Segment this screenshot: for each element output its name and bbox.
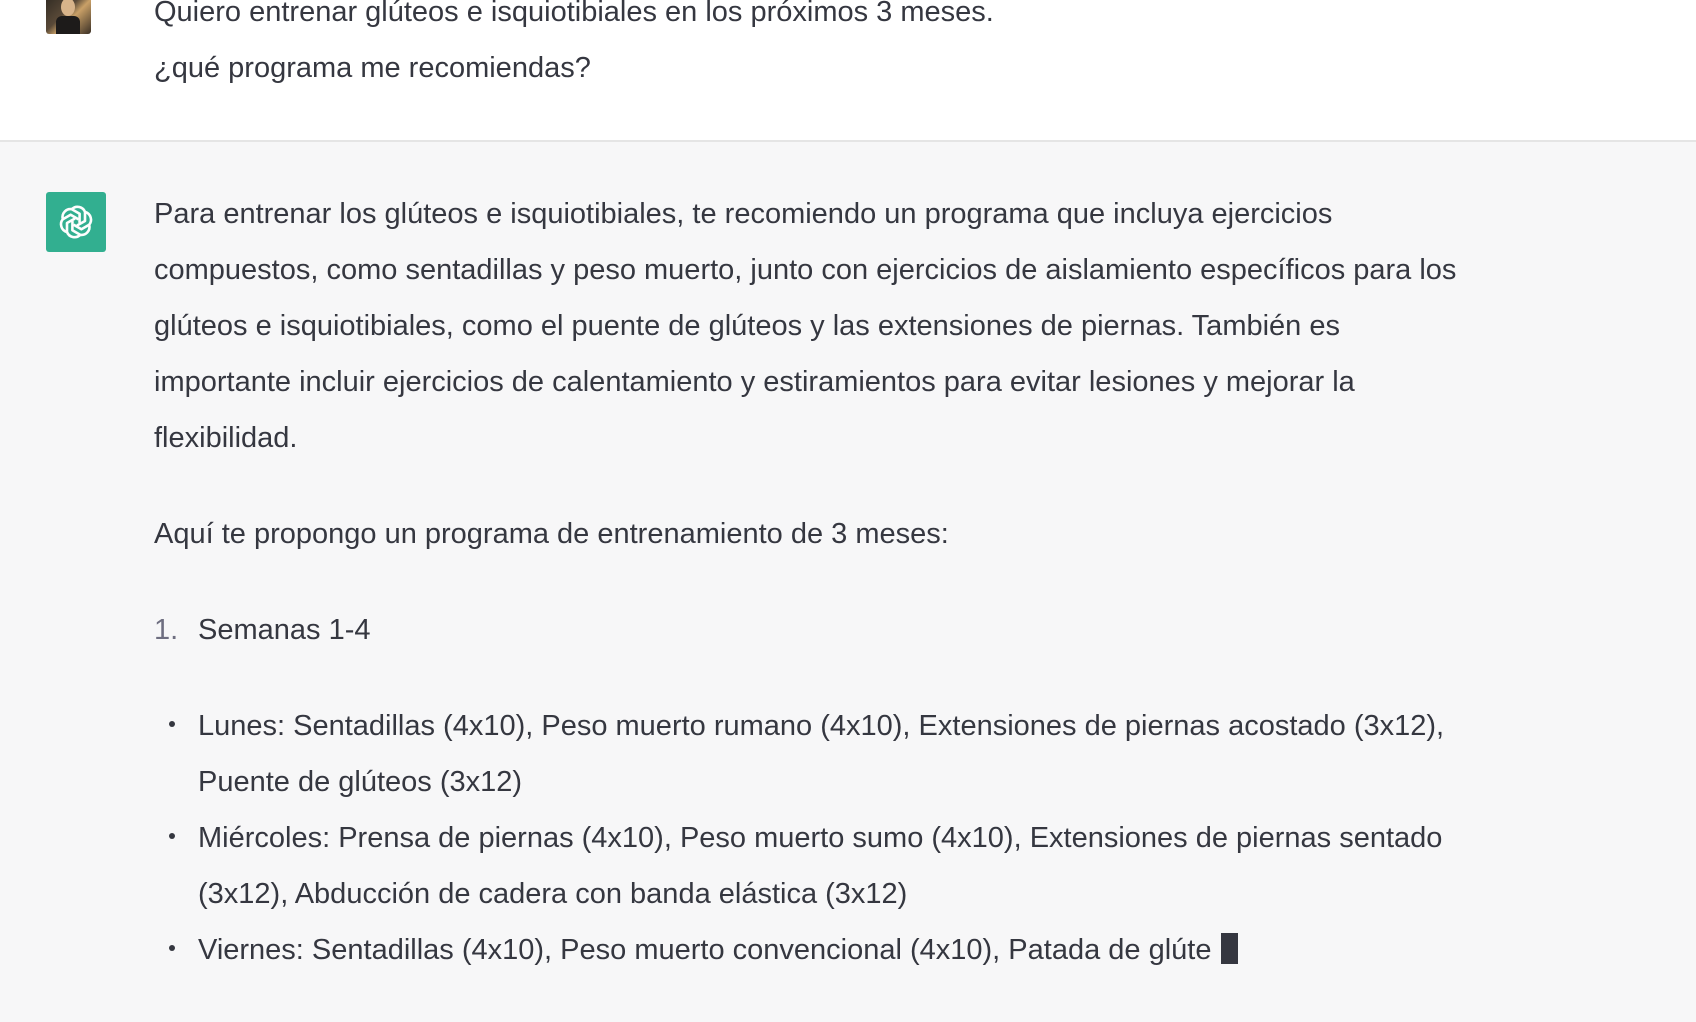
day-text-wednesday: Miércoles: Prensa de piernas (4x10), Peso muerto sumo (4x10), Extensiones de piernas sentado (3x12), Abducción de cadera con banda elástica (3x12) [198, 822, 1443, 910]
proposal-paragraph: Aquí te propongo un programa de entrenamiento de 3 meses: [154, 518, 949, 550]
user-message-line-2: ¿qué programa me recomiendas? [154, 52, 591, 84]
bullet-icon [169, 721, 175, 727]
typing-cursor [1221, 933, 1238, 964]
assistant-message-content [154, 186, 1474, 978]
user-avatar [46, 0, 91, 34]
user-message-text [154, 0, 1454, 96]
list-item [154, 698, 1474, 810]
bullet-icon [169, 945, 175, 951]
ordered-list-item [154, 602, 1474, 658]
openai-logo-icon [46, 192, 106, 252]
user-message-line-1: Quiero entrenar glúteos e isquiotibiales en los próximos 3 meses. [154, 0, 994, 28]
list-number: 1. [154, 614, 179, 646]
day-text-friday: Viernes: Sentadillas (4x10), Peso muerto convencional (4x10), Patada de glúte [198, 934, 1212, 966]
list-item [154, 810, 1474, 922]
bullet-icon [169, 833, 175, 839]
day-list [154, 698, 1474, 978]
intro-paragraph: Para entrenar los glúteos e isquiotibiales, te recomiendo un programa que incluya ejercicios compuestos, como sentadillas y peso muerto, junto con ejercicios de aislamiento específicos para los glúteos e isquiotibiales, como el puente de glúteos y las extensiones de piernas. También es importante incluir ejercicios de calentamiento y estiramientos para evitar lesiones y mejorar la flexibilidad. [154, 198, 1457, 454]
day-text-monday: Lunes: Sentadillas (4x10), Peso muerto rumano (4x10), Extensiones de piernas acostado (3x12), Puente de glúteos (3x12) [198, 710, 1445, 798]
list-item [154, 922, 1474, 978]
user-message [0, 0, 1696, 142]
assistant-message [0, 142, 1696, 1022]
list-item-label: Semanas 1-4 [198, 614, 371, 646]
